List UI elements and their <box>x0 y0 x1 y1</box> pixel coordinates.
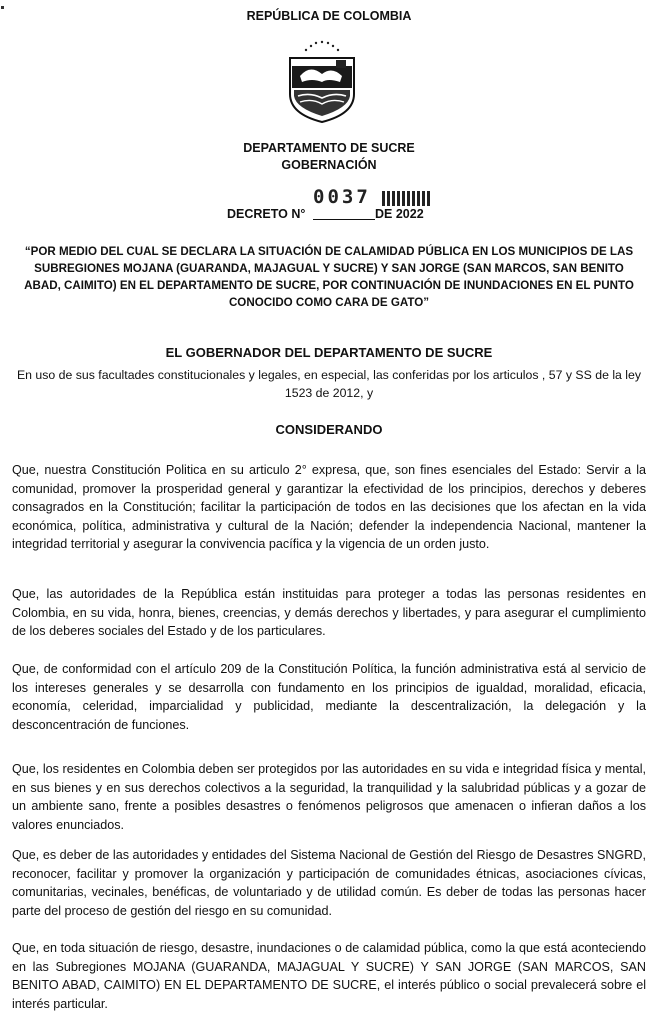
faculties-text: En uso de sus facultades constitucionales y legales, en especial, las conferidas por los articulos , 57 y SS de la ley 1523 de 2012, y <box>16 368 642 400</box>
paragraph: Que, es deber de las autoridades y entidades del Sistema Nacional de Gestión del Riesgo de Desastres SNGRD, reconocer, facilitar y promover la organización y participación de comunidades étnicas, asociaciones cívicas, comunitarias, vecinales, benéficas, de voluntariado y de utilidad común. Es deber de todas las personas hacer parte del proceso de gestión del riesgo en su comunidad. <box>12 848 646 918</box>
decree-number: 0037 <box>313 186 371 208</box>
republic-title: REPÚBLICA DE COLOMBIA <box>246 9 412 23</box>
considerando-heading: CONSIDERANDO <box>275 422 383 437</box>
paragraph: Que, los residentes en Colombia deben ser protegidos por las autoridades en su vida e integridad física y mental, en sus bienes y en sus derechos colectivos a la seguridad, la tranquilidad y la salubridad públicas y a gozar de un ambiente sano, frente a posibles desastres o fenómenos peligrosos que amenacen o infieran daños a los valores enunciados. <box>12 762 646 832</box>
paragraph: Que, las autoridades de la República están instituidas para proteger a todas las personas residentes en Colombia, en su vida, honra, bienes, creencias, y demás derechos y libertades, y para asegurar el cumplimiento de los deberes sociales del Estado y de los particulares. <box>12 587 646 639</box>
decree-underline <box>313 219 375 220</box>
decree-number-row <box>0 186 658 222</box>
decree-heading: “POR MEDIO DEL CUAL SE DECLARA LA SITUACIÓN DE CALAMIDAD PÚBLICA EN LOS MUNICIPIOS DE LAS SUBREGIONES MOJANA (GUARANDA, MAJAGUAL Y SUCRE) Y SAN JORGE (SAN MARCOS, SAN BENITO ABAD, CAIMITO) EN EL DEPARTAMENTO DE SUCRE, POR CONTINUACIÓN DE INUNDACIONES EN EL PUNTO CONOCIDO COMO CARA DE GATO” <box>24 245 634 309</box>
date-stamp <box>382 191 430 206</box>
paragraph: Que, nuestra Constitución Politica en su articulo 2° expresa, que, son fines esenciales del Estado: Servir a la comunidad, promover la prosperidad general y garantizar la efectividad de los principios, derechos y deberes consagrados en la Constitución; facilitar la participación de todos en las decisiones que los afectan en la vida económica, política, administrativa y cultural de la Nación; defender la independencia Nacional, mantener la integridad territorial y asegurar la convivencia pacífica y la vigencia de un orden justo. <box>12 463 646 552</box>
department-block <box>0 140 658 174</box>
department-name: DEPARTAMENTO DE SUCRE <box>243 141 415 155</box>
governor-title: EL GOBERNADOR DEL DEPARTAMENTO DE SUCRE <box>165 345 493 360</box>
decree-year: DE 2022 <box>375 207 424 221</box>
paragraph: Que, en toda situación de riesgo, desastre, inundaciones o de calamidad pública, como la que está aconteciendo en las Subregiones MOJANA (GUARANDA, MAJAGUAL Y SUCRE) Y SAN JORGE (SAN MARCOS, SAN BENITO ABAD, CAIMITO) EN EL DEPARTAMENTO DE SUCRE, el interés público o social prevalecerá sobre el interés particular. <box>12 941 646 1011</box>
decree-label: DECRETO N° <box>227 207 306 221</box>
paragraph: Que, de conformidad con el artículo 209 de la Constitución Política, la función administrativa está al servicio de los intereses generales y se desarrolla con fundamento en los principios de igualdad, moralidad, eficacia, economía, celeridad, imparcialidad y publicidad, mediante la descentralización, la delegación y la desconcentración de funciones. <box>12 662 646 732</box>
sucre-coat-of-arms-icon <box>282 36 362 124</box>
office-name: GOBERNACIÓN <box>281 158 377 172</box>
